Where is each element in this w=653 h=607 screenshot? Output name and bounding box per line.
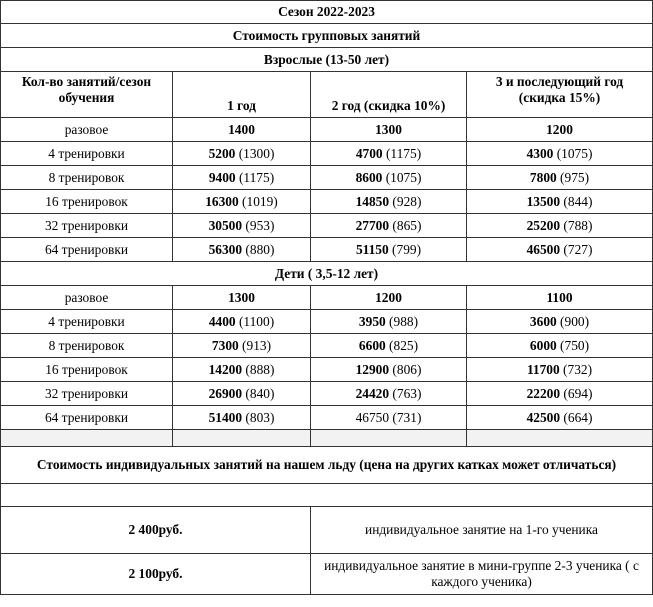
price-value: 26900 xyxy=(208,385,243,401)
price-cell xyxy=(467,310,653,334)
price-cell xyxy=(173,406,311,430)
price-value: 3950 xyxy=(358,313,386,329)
blank-cell xyxy=(1,430,173,447)
per-session-price: (953) xyxy=(242,217,275,233)
price-value: 25200 xyxy=(526,217,561,233)
per-session-price: (913) xyxy=(238,337,272,353)
group-lessons-title: Стоимость групповых занятий xyxy=(1,24,653,48)
price-cell xyxy=(467,286,653,310)
price-cell xyxy=(173,214,311,238)
per-session-price: (900) xyxy=(556,313,590,329)
individual-description: индивидуальное занятие в мини-группе 2-3 ученика ( с каждого ученика) xyxy=(311,554,653,595)
row-label: 32 тренировки xyxy=(1,382,173,406)
price-cell xyxy=(467,358,653,382)
row-label: разовое xyxy=(1,286,173,310)
per-session-price: (788) xyxy=(560,217,593,233)
per-session-price: (1175) xyxy=(382,145,422,161)
individual-description: индивидуальное занятие на 1-го ученика xyxy=(311,507,653,554)
price-cell xyxy=(467,166,653,190)
price-value: 27700 xyxy=(355,217,390,233)
header-sessions: Кол-во занятий/сезон обучения xyxy=(1,72,173,118)
price-cell xyxy=(173,286,311,310)
table-row xyxy=(1,310,653,334)
price-value: 13500 xyxy=(526,193,561,209)
row-label: 32 тренировки xyxy=(1,214,173,238)
table-row xyxy=(1,238,653,262)
individual-table xyxy=(0,446,653,595)
price-value: 22200 xyxy=(526,385,561,401)
price-cell xyxy=(173,238,311,262)
individual-price: 2 100руб. xyxy=(1,554,311,595)
price-cell xyxy=(311,310,467,334)
per-session-price: (1019) xyxy=(238,193,278,209)
price-cell xyxy=(311,118,467,142)
price-cell xyxy=(467,334,653,358)
price-value: 12900 xyxy=(355,361,390,377)
price-value: 51150 xyxy=(355,241,389,257)
price-value: 1200 xyxy=(546,121,573,137)
per-session-price: (844) xyxy=(560,193,593,209)
price-value: 1200 xyxy=(375,289,402,305)
per-session-price: (928) xyxy=(389,193,422,209)
price-cell xyxy=(311,166,467,190)
individual-row xyxy=(1,507,653,554)
per-session-price: (840) xyxy=(242,385,275,401)
price-cell xyxy=(311,406,467,430)
price-cell xyxy=(311,286,467,310)
header-year-2: 2 год (скидка 10%) xyxy=(311,72,467,118)
price-value: 16300 xyxy=(205,193,239,209)
price-cell xyxy=(467,190,653,214)
per-session-price: (988) xyxy=(385,313,419,329)
per-session-price: (694) xyxy=(560,385,593,401)
row-label: 16 тренировок xyxy=(1,190,173,214)
table-row xyxy=(1,382,653,406)
season-title: Сезон 2022-2023 xyxy=(1,1,653,24)
price-value: 4400 xyxy=(208,313,236,329)
table-row xyxy=(1,214,653,238)
price-value: 9400 xyxy=(208,169,236,185)
price-cell xyxy=(311,358,467,382)
per-session-price: (763) xyxy=(389,385,422,401)
per-session-price: (1075) xyxy=(382,169,422,185)
table-row xyxy=(1,166,653,190)
price-cell xyxy=(173,334,311,358)
price-value: 6600 xyxy=(358,337,386,353)
per-session-price: (1300) xyxy=(235,145,275,161)
price-cell xyxy=(467,118,653,142)
blank-cell xyxy=(173,430,311,447)
price-value: 7300 xyxy=(211,337,239,353)
row-label: 16 тренировок xyxy=(1,358,173,382)
per-session-price: (1175) xyxy=(235,169,275,185)
price-value: 46500 xyxy=(526,241,561,257)
per-session-price: (880) xyxy=(242,241,275,257)
row-label: 8 тренировок xyxy=(1,166,173,190)
price-value: 4700 xyxy=(355,145,383,161)
price-cell xyxy=(311,334,467,358)
price-cell xyxy=(467,406,653,430)
row-label: 64 тренировки xyxy=(1,238,173,262)
price-cell xyxy=(467,382,653,406)
price-value: 1100 xyxy=(546,289,573,305)
kids-section-title: Дети ( 3,5-12 лет) xyxy=(1,262,653,286)
table-row xyxy=(1,358,653,382)
per-session-price: (975) xyxy=(556,169,590,185)
price-cell xyxy=(311,142,467,166)
table-row xyxy=(1,334,653,358)
individual-price: 2 400руб. xyxy=(1,507,311,554)
price-cell xyxy=(173,310,311,334)
row-label: 8 тренировок xyxy=(1,334,173,358)
price-cell xyxy=(311,238,467,262)
row-label: разовое xyxy=(1,118,173,142)
price-cell xyxy=(467,238,653,262)
price-value: 14200 xyxy=(208,361,243,377)
adults-section-title: Взрослые (13-50 лет) xyxy=(1,48,653,72)
price-value: 5200 xyxy=(208,145,236,161)
per-session-price: (825) xyxy=(385,337,419,353)
price-value: 1300 xyxy=(375,121,402,137)
header-year-3: 3 и последующий год (скидка 15%) xyxy=(467,72,653,118)
per-session-price: (1075) xyxy=(553,145,593,161)
row-label: 64 тренировки xyxy=(1,406,173,430)
price-cell xyxy=(173,118,311,142)
price-value: 51400 xyxy=(208,409,243,425)
table-row xyxy=(1,190,653,214)
row-label: 4 тренировки xyxy=(1,310,173,334)
price-cell xyxy=(173,142,311,166)
per-session-price: (806) xyxy=(389,361,422,377)
per-session-price: 46750 (731) xyxy=(355,409,422,425)
price-value: 1300 xyxy=(228,289,255,305)
price-value: 7800 xyxy=(529,169,557,185)
individual-lessons-title: Стоимость индивидуальных занятий на нашем льду (цена на других катках может отличаться) xyxy=(1,447,653,484)
table-row xyxy=(1,286,653,310)
table-row xyxy=(1,406,653,430)
table-row xyxy=(1,142,653,166)
per-session-price: (732) xyxy=(559,361,593,377)
price-value: 6000 xyxy=(529,337,557,353)
price-cell xyxy=(173,166,311,190)
blank-cell xyxy=(467,430,653,447)
price-cell xyxy=(311,214,467,238)
price-value: 30500 xyxy=(208,217,243,233)
per-session-price: (727) xyxy=(560,241,593,257)
price-value: 42500 xyxy=(526,409,561,425)
per-session-price: (888) xyxy=(242,361,275,377)
price-value: 8600 xyxy=(355,169,383,185)
per-session-price: (799) xyxy=(388,241,422,257)
table-row xyxy=(1,118,653,142)
per-session-price: (664) xyxy=(560,409,593,425)
blank-cell xyxy=(311,430,467,447)
spacer-cell xyxy=(1,484,653,507)
price-value: 24420 xyxy=(355,385,390,401)
price-value: 4300 xyxy=(526,145,554,161)
price-value: 11700 xyxy=(526,361,560,377)
price-cell xyxy=(173,190,311,214)
blank-row xyxy=(1,430,653,447)
per-session-price: (803) xyxy=(242,409,275,425)
individual-row xyxy=(1,554,653,595)
per-session-price: (750) xyxy=(556,337,590,353)
price-value: 14850 xyxy=(355,193,390,209)
price-cell xyxy=(311,190,467,214)
price-value: 3600 xyxy=(529,313,557,329)
price-cell xyxy=(173,358,311,382)
per-session-price: (865) xyxy=(389,217,422,233)
price-cell xyxy=(173,382,311,406)
per-session-price: (1100) xyxy=(235,313,275,329)
price-value: 56300 xyxy=(208,241,243,257)
price-cell xyxy=(311,382,467,406)
price-cell xyxy=(467,142,653,166)
price-cell xyxy=(467,214,653,238)
header-year-1: 1 год xyxy=(173,72,311,118)
row-label: 4 тренировки xyxy=(1,142,173,166)
price-value: 1400 xyxy=(228,121,255,137)
